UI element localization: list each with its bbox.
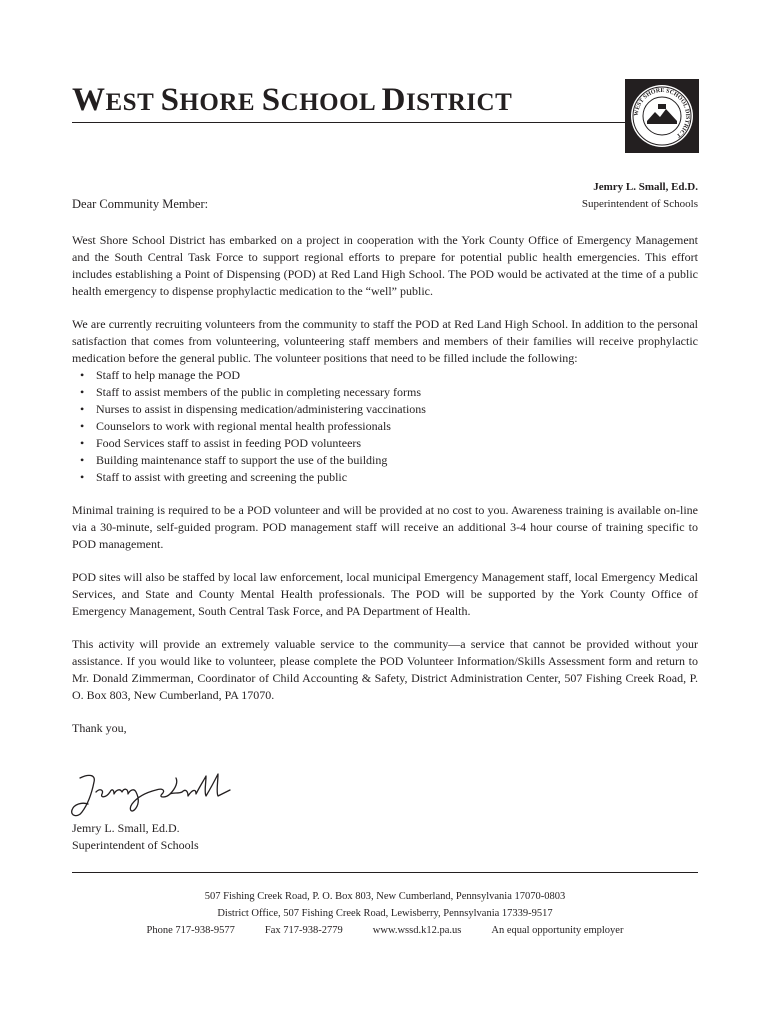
title-part: W [72,82,106,118]
paragraph: This activity will provide an extremely valuable service to the community—a service that cannot be provided without your assistance. If you would like to volunteer, please complete the POD Volunteer Information/Skills Assessment form and return to Mr. Donald Zimmerman, Coordinator of Child Accounting & Safety, District Administration Center, 507 Fishing Creek Road, P. O. Box 803, New Cumberland, PA 17070. [72,637,698,702]
closing-title: Superintendent of Schools [72,838,199,852]
svg-text:WEST SHORE SCHOOL DISTRICT: WEST SHORE SCHOOL DISTRICT [633,87,691,139]
footer-address-line: 507 Fishing Creek Road, P. O. Box 803, New Cumberland, Pennsylvania 17070-0803 [204,891,566,902]
header-rule [72,122,627,123]
letter-body [72,232,698,753]
footer-phone: Phone 717-938-9577 [146,925,235,936]
sender-name: Jemry L. Small, Ed.D. [593,181,698,193]
list-item: • Food Services staff to assist in feeding POD volunteers [96,435,698,452]
footer-rule [72,872,698,873]
closing: Thank you, [72,721,127,735]
list-item: • Staff to assist members of the public in completing necessary forms [96,384,698,401]
district-title [72,82,512,119]
title-part: S [160,82,180,118]
sender-block [582,179,698,213]
salutation: Dear Community Member: [72,197,209,211]
handwritten-signature [66,768,236,820]
sender-title: Superintendent of Schools [581,198,698,210]
list-item: • Counselors to work with regional mental health professionals [96,418,698,435]
footer-office-line: District Office, 507 Fishing Creek Road, Lewisberry, Pennsylvania 17339-9517 [217,908,553,919]
title-part: HORE [179,89,262,116]
closing-signature-block [72,820,199,854]
paragraph: POD sites will also be staffed by local law enforcement, local municipal Emergency Management staff, local Emergency Medical Services, and State and County Mental Health professionals. The POD will be supported by the York County Office of Emergency Management, South Central Task Force, and PA Department of Health. [72,570,698,618]
volunteer-positions-list [72,367,698,486]
footer-fax: Fax 717-938-2779 [264,925,343,936]
title-part: EST [105,89,161,116]
title-part: D [381,82,406,118]
title-part: ISTRICT [405,89,513,116]
closing-name: Jemry L. Small, Ed.D. [72,821,180,835]
paragraph: Minimal training is required to be a POD volunteer and will be provided at no cost to you. Awareness training is available on-line via a 30-minute, self-guided program. POD management staff will receive an additional 3-4 hour course of training specific to POD management. [72,503,698,551]
footer [72,888,698,939]
list-item: • Nurses to assist in dispensing medication/administering vaccinations [96,401,698,418]
paragraph: West Shore School District has embarked on a project in cooperation with the York County Office of Emergency Management and the South Central Task Force to support regional efforts to prepare for potential public health emergencies. This effort includes establishing a Point of Dispensing (POD) at Red Land High School. The POD would be activated at the time of a public health emergency to dispense prophylactic medication to the “well” public. [72,233,698,298]
district-seal-logo [625,79,699,153]
list-item: • Building maintenance staff to support the use of the building [96,452,698,469]
list-item: • Staff to assist with greeting and screening the public [96,469,698,486]
list-item: • Staff to help manage the POD [96,367,698,384]
footer-contact-row [72,922,698,939]
footer-website: www.wssd.k12.pa.us [372,925,462,936]
title-part: CHOOL [280,89,382,116]
title-part: S [261,82,281,118]
paragraph: We are currently recruiting volunteers from the community to staff the POD at Red Land High School. In addition to the personal satisfaction that comes from volunteering, volunteering staff members and members of their families will receive prophylactic medication before the general public. The volunteer positions that need to be filled include the following: [72,317,698,365]
footer-eeo: An equal opportunity employer [491,925,624,936]
